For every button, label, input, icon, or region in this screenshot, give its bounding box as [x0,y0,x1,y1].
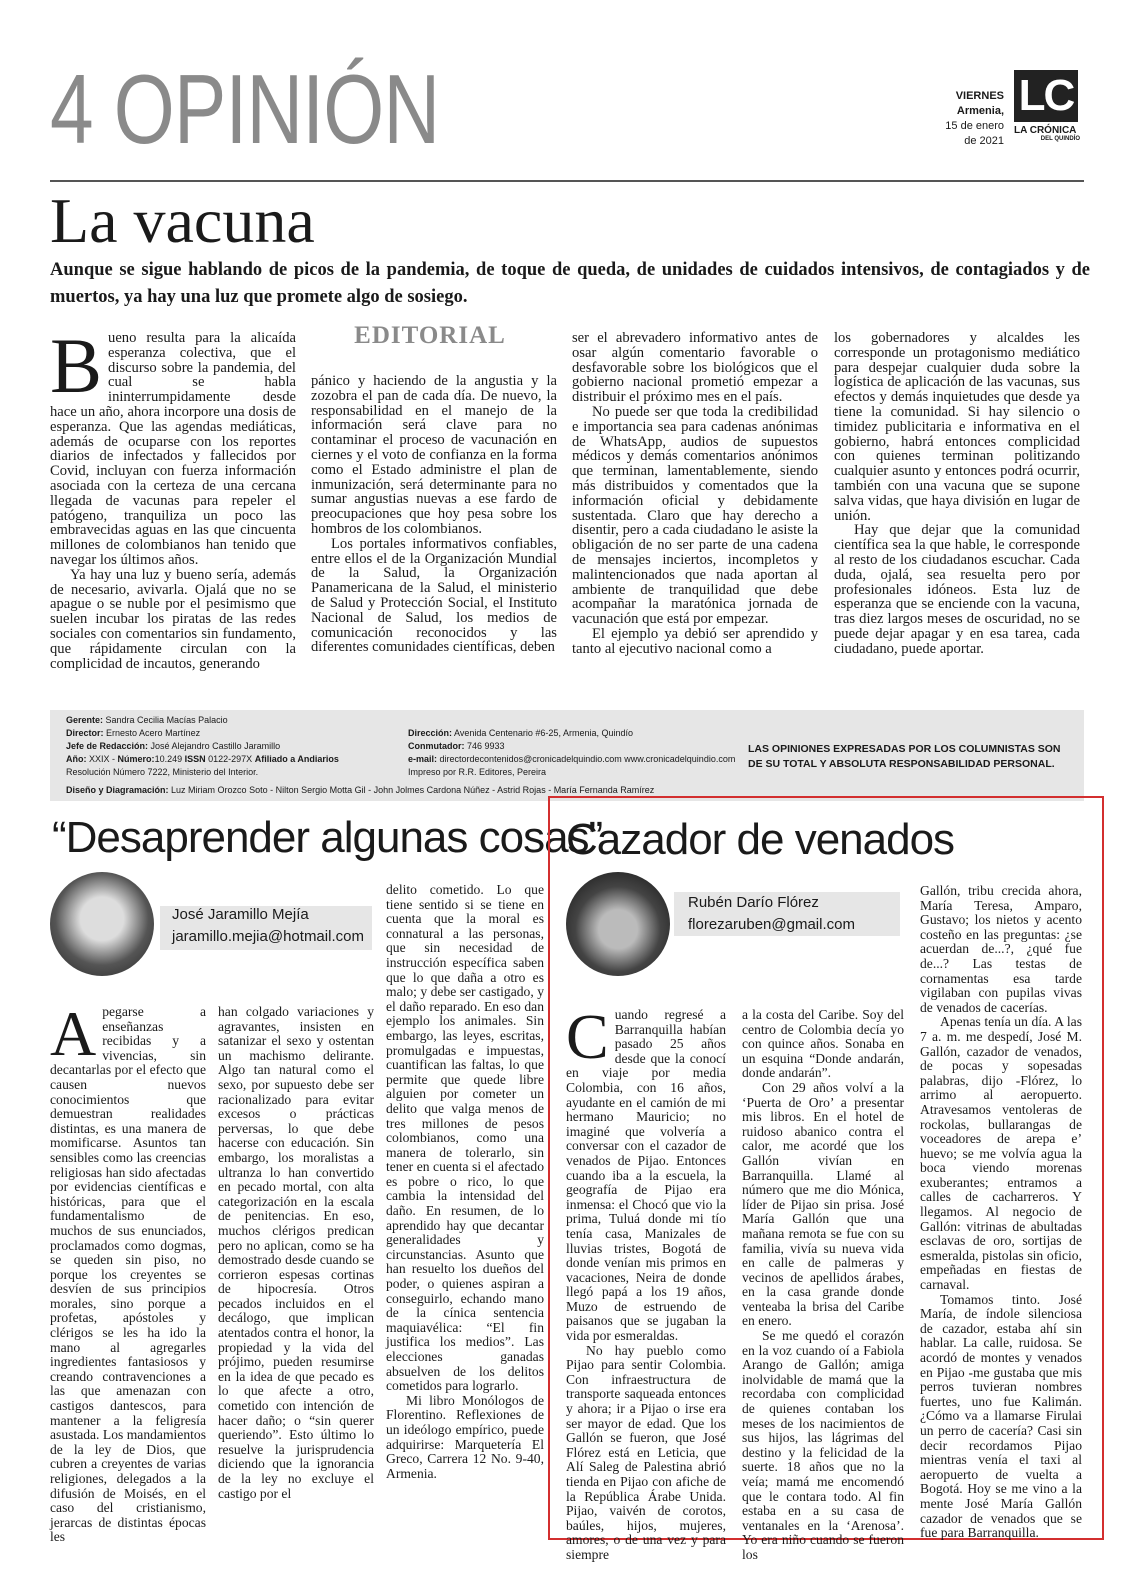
page-number: 4 [50,54,93,164]
logo-name: LA CRÓNICA [1014,125,1077,136]
byline [172,904,364,948]
column-right-col-2 [742,1008,904,1563]
paragraph: Ya hay una luz y bueno sería, además de necesario, avivarla. Ojalá que no se apague o se nuble por el pesimismo que suelen incubar los piratas de las redes sociales con comentarios sin fundamento, que rápidamente circulan con la complicidad de incautos, generando [50,566,296,672]
editorial-headline: La vacuna [50,185,315,256]
paragraph: Se me quedó el corazón en la voz cuando oí a Fabiola Arango de Gallón; amiga inolvidable de mamá que la recordaba con complicidad de quienes contaban los meses de los nacimientos de sus hijos, las lágrimas del destino y la felicidad de la suerte. 18 años que no la veía; mamá me encomendó que le contara todo. Al fin estaba en a su casa de ventanales en la ‘Arenosa’. Yo era niño cuando se fueron los [742,1328,904,1562]
editorial-label: EDITORIAL [354,322,506,349]
staff-line: Conmutador: 746 9933 [408,741,505,751]
staff-line: Año: XXIX - Número:10.249 ISSN 0122-297X Afiliado a Andiarios [66,754,339,764]
paragraph: Mi libro Monólogos de Florentino. Reflexiones de un ideólogo empírico, puede adquirirse: Marquetería El Greco, Carrera 12 No. 9-40, Armenia. [386,1392,544,1481]
editorial-deck: Aunque se sigue hablando de picos de la pandemia, de toque de queda, de unidades de cuidados intensivos, de contagiados y de muertos, ya hay una luz que promete algo de sosiego. [50,260,1090,307]
paragraph: los gobernadores y alcaldes les corresponde un protagonismo mediático para despejar cualquier duda sobre la logística de aplicación de las vacunas, sus efectos y demás inquietudes que desde ya tiene la comunidad. Si hay silencio o timidez publicitaria e informativa en el gobierno, habrá entonces complicidad con quienes terminan politizando cualquier asunto y entonces podrá ocurrir, también con una vacuna que se supone salva vidas, que haya división en lugar de unión. [834,330,1080,524]
logo-mark: LC [1014,70,1078,122]
column-title-left: “Desaprender algunas cosas” [52,813,603,862]
staff-line: Gerente: Sandra Cecilia Macías Palacio [66,715,228,725]
date-line-2: de 2021 [964,135,1004,147]
editorial-column-4 [834,331,1080,657]
staff-line: Diseño y Diagramación: Luz Miriam Orozco Soto - Nilton Sergio Motta Gil - John Jolmes Cardona Núñez - Astrid Rojas - María Fernanda Ramírez [66,785,655,795]
date-line-1: 15 de enero [945,120,1004,132]
newspaper-logo [1014,70,1080,156]
column-right-col-1 [566,1001,726,1563]
author-name: José Jaramillo Mejía [172,906,309,923]
paragraph: ueno resulta para la alicaída esperanza colectiva, que el discurso sobre la pandemia, del cual se habla ininterrumpidamente desde hace un año, ahora incorpore una dosis de esperanza. Que las agendas mediáticas, además de ocuparse con los reportes diarios de infectados y fallecidos por Covid, incluyan con fuerza información asociada con la certeza de una cercana llegada de vacunas para repeler el patógeno, tranquiliza un poco las embravecidas aguas en las que cincuenta millones de colombianos han tenido que navegar los últimos años. [50,330,296,568]
paragraph: ser el abrevadero informativo antes de osar algún comentario favorable o desfavorable sobre los biológicos que el gobierno nacional prometió empezar a distribuir el próximo mes en el país. [572,330,818,406]
weekday: VIERNES [955,90,1004,102]
staff-line: Dirección: Avenida Centenario #6-25, Armenia, Quindío [408,728,633,738]
column-left-col-2 [218,1005,374,1501]
drop-cap: C [566,1001,609,1072]
date-block [940,89,1004,149]
paragraph: Con 29 años volví a la ‘Puerta de Oro’ a presentar mis libros. En el hotel de ruidoso abanico contra el calor, me acordé que los Gallón vivían en Barranquilla. Llamé al número que me dio Mónica, líder de Pijao sin prisa. José María Gallón que una mañana remota se fue con su familia, vivía su nueva vida en calle de palmeras y vecinos de apellidos árabes, en la casa grande donde venteaba la brisa del Caribe en enero. [742,1079,904,1329]
editorial-column-2 [311,374,557,655]
paragraph: han colgado variaciones y agravantes, insisten en satanizar el sexo y ostentan un machismo delirante. Algo tan natural como el sexo, por supuesto debe ser racionalizado para evitar excesos o prácticas perversas, lo que debe hacerse con educación. Sin embargo, los moralistas a ultranza lo han convertido en pecado mortal, con alta categorización en la escala de penitencias. En eso, muchos clérigos predican pero no aplican, como se ha demostrado desde cuando se corrieron espesas cortinas de hipocresía. Otros pecados incluidos en el decálogo, que implican atentados contra el honor, la propiedad y la vida del prójimo, pueden resumirse en la idea de que pecado es lo que afecte a otro, cometido con intención de hacer daño; o “sin querer queriendo”. Esto último lo resuelve la jurisprudencia diciendo que la ignorancia de la ley no excluye el castigo por el [218,1004,374,1501]
author-email: jaramillo.mejia@hotmail.com [172,928,364,945]
paragraph: pánico y haciendo de la angustia y la zozobra el pan de cada día. De nuevo, la responsabilidad en el manejo de la información será clave para no contaminar el proceso de vacunación en ciernes y el voto de confianza en la forma como el Estado administre el plan de inmunización, será determinante para no sumar angustias nuevas a ese fardo de preocupaciones que hoy pesa sobre los hombros de los colombianos. [311,373,557,537]
logo-sub: DEL QUINDÍO [1040,136,1080,142]
author-email: florezaruben@gmail.com [688,916,855,933]
paragraph: pegarse a enseñanzas recibidas y a vivencias, sin decantarlas por el efecto que causen nuevos conocimientos que demuestran realidades distintas, es una manera de momificarse. Asuntos tan sensibles como las creencias religiosas han sido afectadas por evidencias científicas e históricas, para que el fundamentalismo de muchos de sus enunciados, proclamados como dogmas, se queden sin piso, no porque los creyentes se desvíen de sus principios morales, sino porque a profetas, apóstoles y clérigos se les ha ido la mano al agregarles ingredientes fantasiosos y creando contravenciones a las que amenazan con castigos dantescos, para mantener a la feligresía asustada. Los mandamientos de la ley de Dios, que cubren a creyentes de varias religiones, delegados a la difusión de Moisés, en el caso del cristianismo, jerarcas de distintas épocas les [50,1004,206,1545]
column-left-col-3 [386,883,544,1481]
paragraph: Hay que dejar que la comunidad científica sea la que hable, le corresponde al resto de los ciudadanos escuchar. Cada duda, ojalá, sea resuelta pero por profesionales idóneos. Esta luz de esperanza que se enciende con la vacuna, tras diez largos meses de oscuridad, no se puede dejar apagar y en esa tarea, cada ciudadano, puede aportar. [834,522,1080,657]
paragraph: uando regresé a Barranquilla habían pasado 25 años desde que la conocí en viaje por media Colombia, con 16 años, ayudante en el camión de mi hermano Mauricio; no imaginé que volvería a conversar con el cazador de venados de Pijao. Entonces cuando iba a la escuela, la geografía de Pijao era inmensa: el Chocó que vio la prima, Tuluá donde mi tío tenía casa, Manizales de lluvias tristes, Bogotá de donde venían mis primos en vacaciones, Neira de donde llegó papá a los 19 años, Muzo de estruendo de paisanos que se jugaban la vida por esmeraldas. [566,1007,726,1344]
paragraph: a la costa del Caribe. Soy del centro de Colombia decía yo con quince años. Sonaba en un esquina “Donde andarán, donde andarán”. [742,1007,904,1081]
byline [688,892,855,936]
disclaimer: LAS OPINIONES EXPRESADAS POR LOS COLUMNISTAS SON DE SU TOTAL Y ABSOLUTA RESPONSABILIDAD PERSONAL. [748,743,1061,770]
section-name: OPINIÓN [113,54,440,164]
author-photo [50,872,154,976]
staff-line: Resolución Número 7222, Ministerio del Interior. [66,767,259,777]
author-name: Rubén Darío Flórez [688,894,819,911]
column-title-right: Cazador de venados [566,815,955,864]
editorial-column-3 [572,331,818,657]
paragraph: Tomamos tinto. José María, de índole silenciosa de cazador, estaba ahí sin hablar. La calle, ruidosa. Se acordó de montes y venados en Pijao -me gustaba que mis perros tuvieran nombres fuertes, uno fue Kalimán. ¿Cómo va a llamarse Firulai un perro de cacería? Casi sin decir recordamos Pijao mientras venía el taxi al aeropuerto de vuelta a Bogotá. Hoy se me vino a la mente José María Gallón cazador de venados que se fue para Barranquilla. [920,1291,1082,1541]
paragraph: Gallón, tribu crecida ahora, María Teresa, Amparo, Gustavo; los nietos y acento costeño en las preguntas: ¿se acuerdan de...?, ¿qué fue de...? Las testas de cornamentas esa tarde vigilaban con pupilas vivas de venados de cacerías. [920,883,1082,1015]
staff-line: Impreso por R.R. Editores, Pereira [408,767,547,777]
author-photo [566,872,670,976]
paragraph: El ejemplo ya debió ser aprendido y tanto al ejecutivo nacional como a [572,625,818,657]
drop-cap: B [50,322,103,409]
drop-cap: A [50,998,97,1069]
column-right-col-3 [920,884,1082,1541]
city: Armenia, [956,105,1004,117]
staff-line: Director: Ernesto Acero Martínez [66,728,201,738]
header-rule [50,180,1084,182]
paragraph: Los portales informativos confiables, entre ellos el de la Organización Mundial de la Salud, la Organización Panamericana de la Salud, el ministerio de Salud y Protección Social, el Instituto Nacional de Salud, los medios de comunicación reconocidos y las diferentes comunidades científicas, deben [311,535,557,656]
staff-line: Jefe de Redacción: José Alejandro Castillo Jaramillo [66,741,281,751]
paragraph: No hay pueblo como Pijao para sentir Colombia. Con infraestructura de transporte saqueada entonces y ahora; ir a Pijao o irse era ser mayor de edad. Que los Gallón se fueron, que José Flórez está en Leticia, que Alí Saleg de Palestina abrió tienda en Pijao con afiche de la República Árabe Unida. Pijao, vaivén de corotos, baúles, hijos, mujeres, amores, o de una vez y para siempre [566,1342,726,1562]
paragraph: delito cometido. Lo que tiene sentido si se tiene en cuenta que la moral es connatural a las personas, que sin necesidad de instrucción específica saben que lo que daña a otro es malo; y debe ser castigado, y el daño reparado. En eso dan ejemplo los animales. Sin embargo, las leyes, escritas, promulgadas e impuestas, cuantifican las faltas, lo que permite que quede libre alguien por cometer un delito que valga menos de tres millones de pesos colombianos, como una manera de tolerarlo, sin tener en cuenta si el afectado es pobre o rico, lo que cambia la intensidad del daño. En resumen, de lo aprendido hay que decantar generalidades y circunstancias. Asunto que han resuelto los dueños del poder, o quienes aspiran a conseguirlo, echando mano de la cínica sentencia maquiavélica: “El fin justifica los medios”. Las elecciones ganadas absuelven de los delitos cometidos para lograrlo. [386,882,544,1394]
editorial-column-1 [50,322,296,672]
staff-line: e-mail: directordecontenidos@cronicadelquindio.com www.cronicadelquindio.com [408,754,736,764]
paragraph: Apenas tenía un día. A las 7 a. m. me despedí, José M. Gallón, cazador de venados, de pocas y sopesadas palabras, dijo -Flórez, lo arrimo al aeropuerto. Atravesamos ventoleras de rockolas, bullarangas de voceadores de arepa e’ huevo; se me volvía agua la boca viendo morenas exuberantes; entramos a calles de cacharreros. Y llegamos. Al negocio de Gallón: vitrinas de abultadas esclavas de oro, sortijas de esmeralda, pistolas sin oficio, empeñadas en fiestas de carnaval. [920,1014,1082,1293]
section-title [50,54,440,164]
paragraph: No puede ser que toda la credibilidad e importancia sea para cadenas anónimas de WhatsApp, audios de supuestos médicos y demás comentarios anónimos que terminan, lamentablemente, siendo más distribuidos y comentados que la información oficial y debidamente sustentada. Claro que hay derecho a disentir, pero a cada ciudadano le asiste la obligación de no ser parte de una cadena de mensajes inciertos, incompletos y malintencionados que nada aportan al ambiente de tranquilidad que debe acompañar la maratónica jornada de vacunación que está por empezar. [572,403,818,628]
column-left-col-1 [50,998,206,1545]
